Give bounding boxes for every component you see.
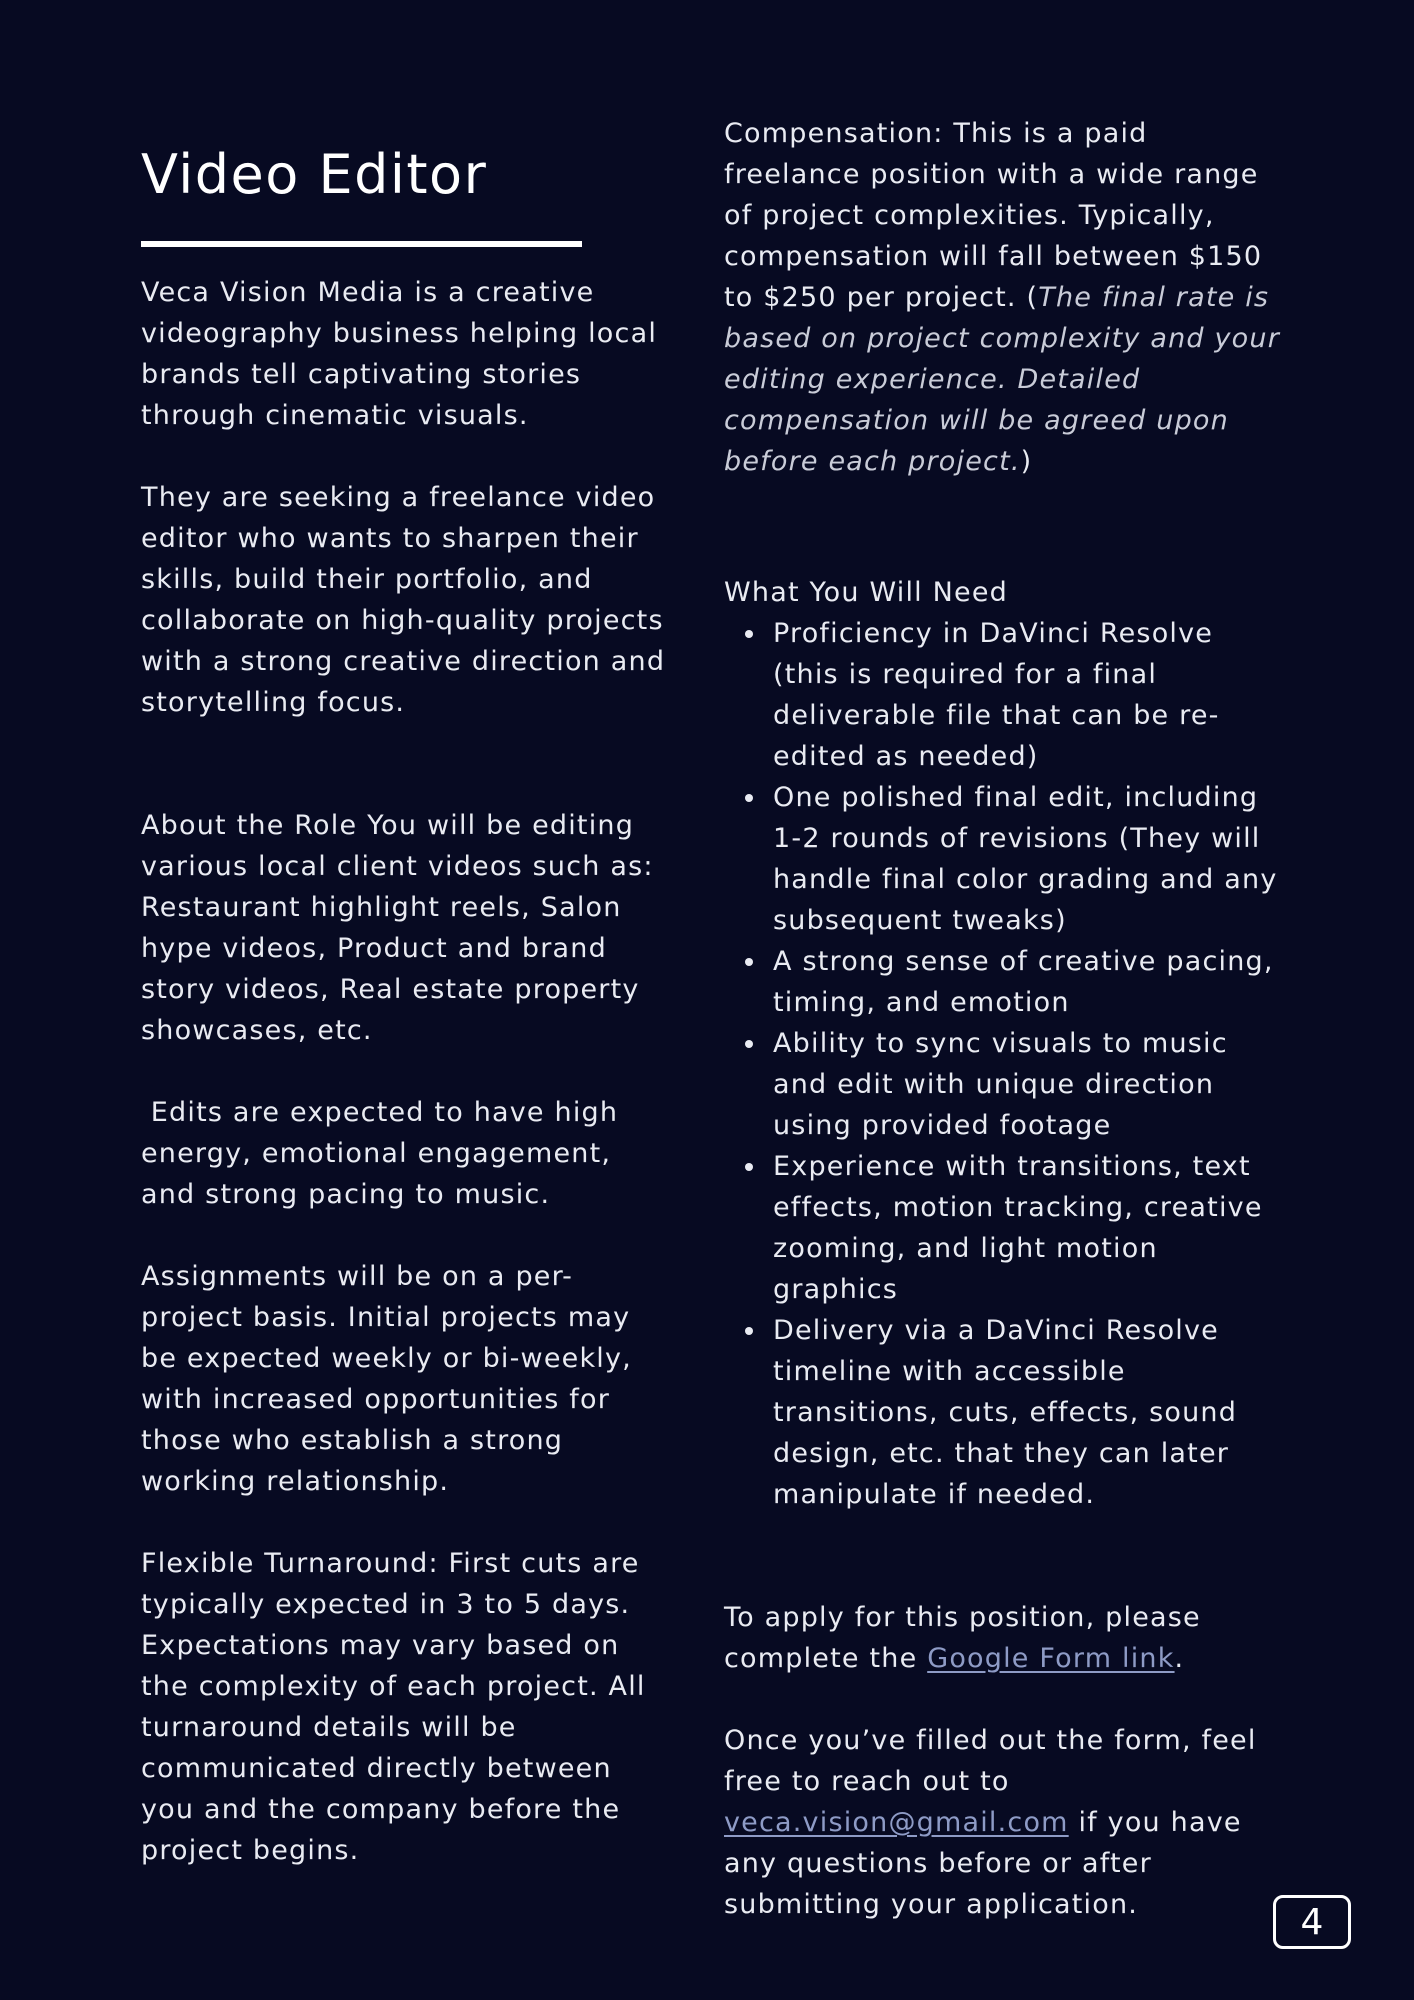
list-item: Ability to sync visuals to music and edit with unique direction using provided footage — [724, 1023, 1284, 1146]
compensation-text: Compensation: This is a paid freelance position with a wide range of project complexities. Typically, compensation will fall between $150 to $250 per project. — [724, 118, 1263, 313]
seeking-paragraph: They are seeking a freelance video editor who wants to sharpen their skills, build their portfolio, and collaborate on high-quality projects with a strong creative direction and storytelling focus. — [141, 482, 666, 718]
assignments-paragraph: Assignments will be on a per-project basis. Initial projects may be expected weekly or bi-weekly, with increased opportunities for those who establish a strong working relationship. — [141, 1261, 632, 1497]
compensation-close-paren: ) — [1020, 446, 1033, 477]
compensation-open-paren: ( — [1026, 282, 1039, 313]
apply-suffix: . — [1174, 1643, 1185, 1674]
turnaround-paragraph: Flexible Turnaround: First cuts are typically expected in 3 to 5 days. Expectations may vary based on the complexity of each project. All turnaround details will be communicated directly between you and the company before the project begins. — [141, 1548, 646, 1866]
contact-text: Once you’ve filled out the form, feel free to reach out to — [724, 1725, 1257, 1797]
edits-expected-paragraph: Edits are expected to have high energy, emotional engagement, and strong pacing to music. — [141, 1097, 628, 1210]
apply-paragraph — [724, 1597, 1289, 1679]
list-item: Experience with transitions, text effects, motion tracking, creative zooming, and light motion graphics — [724, 1146, 1284, 1310]
list-item: A strong sense of creative pacing, timing, and emotion — [724, 941, 1284, 1023]
list-item: One polished final edit, including 1-2 rounds of revisions (They will handle final color grading and any subsequent tweaks) — [724, 777, 1284, 941]
contact-paragraph — [724, 1720, 1289, 1925]
google-form-link[interactable]: Google Form link — [927, 1643, 1175, 1674]
page-title: Video Editor — [141, 143, 488, 206]
needs-heading: What You Will Need — [724, 577, 1008, 608]
list-item: Proficiency in DaVinci Resolve (this is required for a final deliverable file that can be re-edited as needed) — [724, 613, 1284, 777]
email-link[interactable]: veca.vision@gmail.com — [724, 1807, 1069, 1838]
compensation-note: The final rate is based on project complexity and your editing experience. Detailed compensation will be agreed upon before each project. — [724, 282, 1281, 477]
intro-paragraph: Veca Vision Media is a creative videography business helping local brands tell captivating stories through cinematic visuals. — [141, 277, 658, 431]
title-underline — [141, 241, 582, 247]
contact-suffix: if you have any questions before or after submitting your application. — [724, 1807, 1242, 1920]
compensation-paragraph — [724, 113, 1289, 482]
list-item: Delivery via a DaVinci Resolve timeline with accessible transitions, cuts, effects, sound design, etc. that they can later manipulate if needed. — [724, 1310, 1284, 1515]
page-number-badge: 4 — [1273, 1895, 1351, 1949]
needs-list — [724, 613, 1284, 1515]
about-role-paragraph: About the Role You will be editing various local client videos such as: Restaurant highlight reels, Salon hype videos, Product and brand story videos, Real estate property showcases, etc. — [141, 810, 654, 1046]
apply-text: To apply for this position, please complete the — [724, 1602, 1201, 1674]
